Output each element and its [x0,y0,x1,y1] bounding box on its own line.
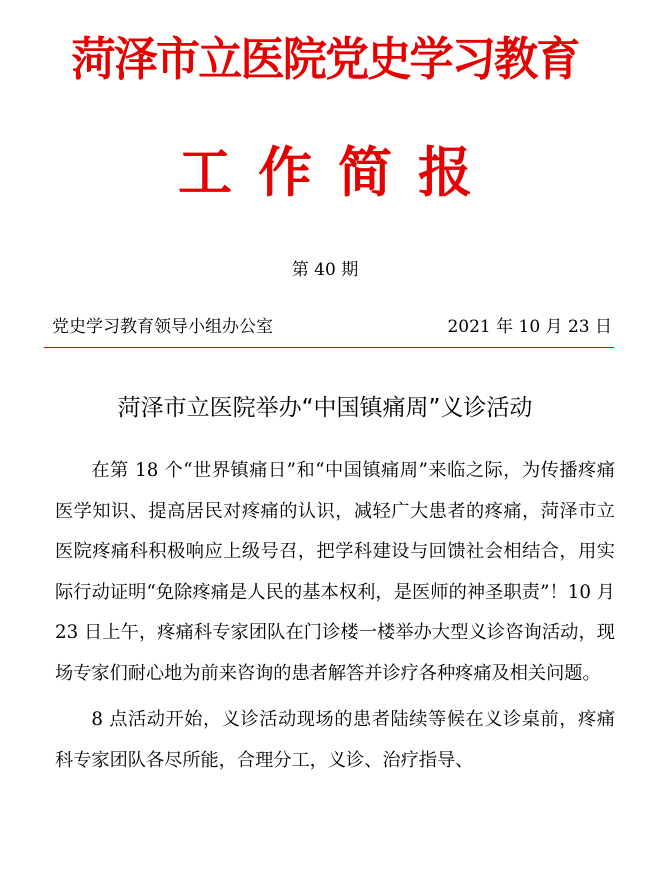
article-body [55,451,615,787]
issue-date: 2021 年 10 月 23 日 [447,317,612,337]
article-paragraph: 在第 18 个“世界镇痛日”和“中国镇痛周”来临之际，为传播疼痛医学知识、提高居民对疼痛的认识，减轻广大患者的疼痛，菏泽市立医院疼痛科积极响应上级号召，把学科建设与回馈社会相结合，用实际行动证明“免除疼痛是人民的基本权利，是医师的神圣职责”！10 月 23 日上午，疼痛科专家团队在门诊楼一楼举办大型义诊咨询活动，现场专家们耐心地为前来咨询的患者解答并诊疗各种疼痛及相关问题。 [55,460,615,684]
header-divider [44,347,614,348]
issuer-office: 党史学习教育领导小组办公室 [52,317,273,337]
issue-number: 第 40 期 [291,260,359,280]
issuer-date-row [52,315,612,339]
masthead-subtitle: 工作简报 [178,141,498,204]
masthead-title: 菏泽市立医院党史学习教育 [71,32,579,86]
article-paragraph: 8 点活动开始，义诊活动现场的患者陆续等候在义诊桌前，疼痛科专家团队各尽所能，合理分工，义诊、治疗指导、 [55,709,615,771]
article-title: 菏泽市立医院举办“中国镇痛周”义诊活动 [117,395,533,421]
